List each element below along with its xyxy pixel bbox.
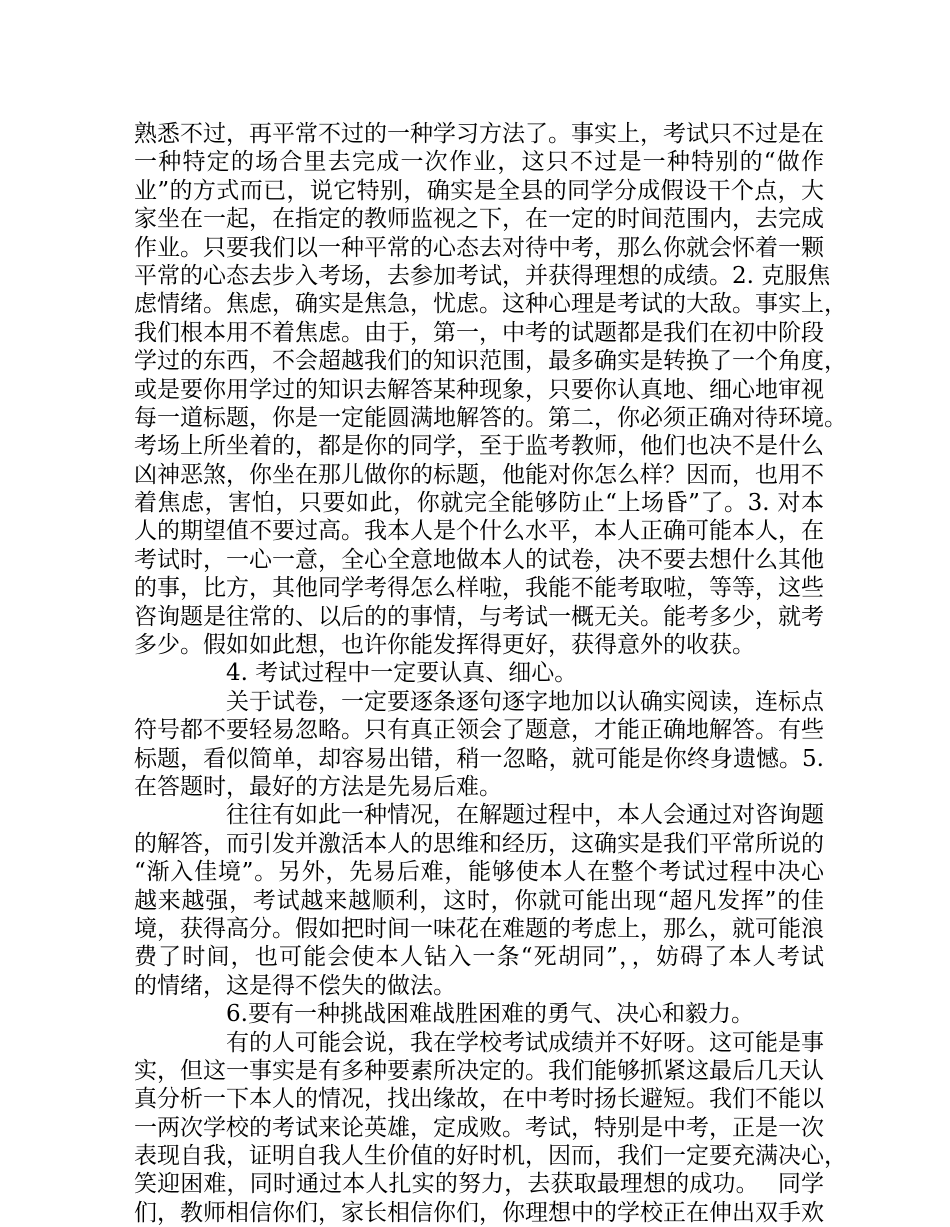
text-line: 费了时间，也可能会使本人钻入一条“死胡同”，，妨碍了本人考试 <box>134 944 824 971</box>
text-line: 咨询题是往常的、以后的的事情，与考试一概无关。能考多少，就考 <box>134 603 824 630</box>
text-line: 平常的心态去步入考场，去参加考试，并获得理想的成绩。2. 克服焦 <box>134 262 831 289</box>
paragraph-first-line: 往往有如此一种情况，在解题过程中，本人会通过对咨询题 <box>226 802 824 829</box>
text-line: 多少。假如如此想，也许你能发挥得更好，获得意外的收获。 <box>134 632 755 659</box>
section-heading: 6.要有一种挑战困难战胜困难的勇气、决心和毅力。 <box>226 1001 754 1028</box>
text-line: 真分析一下本人的情况，找出缘故，在中考时扬长避短。我们不能以 <box>134 1086 824 1113</box>
text-line: 一种特定的场合里去完成一次作业，这只不过是一种特别的“做作 <box>134 149 824 176</box>
text-line: 笑迎困难，同时通过本人扎实的努力，去获取最理想的成功。 同学 <box>134 1171 824 1198</box>
text-line: “渐入佳境”。另外，先易后难，能够使本人在整个考试过程中决心 <box>134 859 824 886</box>
text-line: 作业。只要我们以一种平常的心态去对待中考，那么你就会怀着一颗 <box>134 234 824 261</box>
text-line: 在答题时，最好的方法是先易后难。 <box>134 773 502 800</box>
text-line: 熟悉不过，再平常不过的一种学习方法了。事实上，考试只不过是在 <box>134 121 824 147</box>
text-line: 的解答，而引发并激活本人的思维和经历，这确实是我们平常所说的 <box>134 830 824 857</box>
text-line: 人的期望值不要过高。我本人是个什么水平，本人正确可能本人，在 <box>134 518 824 545</box>
text-line: 符号都不要轻易忽略。只有真正领会了题意，才能正确地解答。有些 <box>134 717 824 744</box>
text-line: 我们根本用不着焦虑。由于，第一，中考的试题都是我们在初中阶段 <box>134 319 824 346</box>
text-line: 的情绪，这是得不偿失的做法。 <box>134 972 456 999</box>
text-line: 考试时，一心一意，全心全意地做本人的试卷，决不要去想什么其他 <box>134 546 824 573</box>
text-line: 或是要你用学过的知识去解答某种现象，只要你认真地、细心地审视 <box>134 376 824 403</box>
section-heading: 4. 考试过程中一定要认真、细心。 <box>226 660 578 687</box>
text-line: 一两次学校的考试来论英雄，定成败。考试，特别是中考，正是一次 <box>134 1114 824 1141</box>
document-body <box>134 120 847 1227</box>
text-line: 越来越强，考试越来越顺利，这时，你就可能出现“超凡发挥”的佳 <box>134 887 824 914</box>
text-line: 实，但这一事实是有多种要素所决定的。我们能够抓紧这最后几天认 <box>134 1057 824 1084</box>
text-line: 境，获得高分。假如把时间一味花在难题的考虑上，那么，就可能浪 <box>134 915 824 942</box>
text-line: 考场上所坐着的，都是你的同学，至于监考教师，他们也决不是什么 <box>134 433 824 460</box>
text-line: 业”的方式而已，说它特别，确实是全县的同学分成假设干个点，大 <box>134 177 824 204</box>
text-line: 表现自我，证明自我人生价值的好时机，因而，我们一定要充满决心， <box>134 1143 847 1170</box>
text-line: 学过的东西，不会超越我们的知识范围，最多确实是转换了一个角度， <box>134 348 847 375</box>
text-line: 每一道标题，你是一定能圆满地解答的。第二，你必须正确对待环境。 <box>134 404 847 431</box>
text-line: 标题，看似简单，却容易出错，稍一忽略，就可能是你终身遗憾。5. <box>134 745 824 772</box>
paragraph-first-line: 关于试卷，一定要逐条逐句逐字地加以认确实阅读，连标点 <box>226 688 824 715</box>
text-line: 凶神恶煞，你坐在那儿做你的标题，他能对你怎么样？因而，也用不 <box>134 461 824 488</box>
text-line: 们，教师相信你们，家长相信你们，你理想中的学校正在伸出双手欢 <box>134 1199 824 1226</box>
text-line: 家坐在一起，在指定的教师监视之下，在一定的时间范围内，去完成 <box>134 206 824 233</box>
text-line: 虑情绪。焦虑，确实是焦急，忧虑。这种心理是考试的大敌。事实上， <box>134 291 847 318</box>
paragraph-first-line: 有的人可能会说，我在学校考试成绩并不好呀。这可能是事 <box>226 1029 824 1056</box>
text-line: 着焦虑，害怕，只要如此，你就完全能够防止“上场昏”了。3. 对本 <box>134 490 824 517</box>
text-line: 的事，比方，其他同学考得怎么样啦，我能不能考取啦，等等，这些 <box>134 575 824 602</box>
